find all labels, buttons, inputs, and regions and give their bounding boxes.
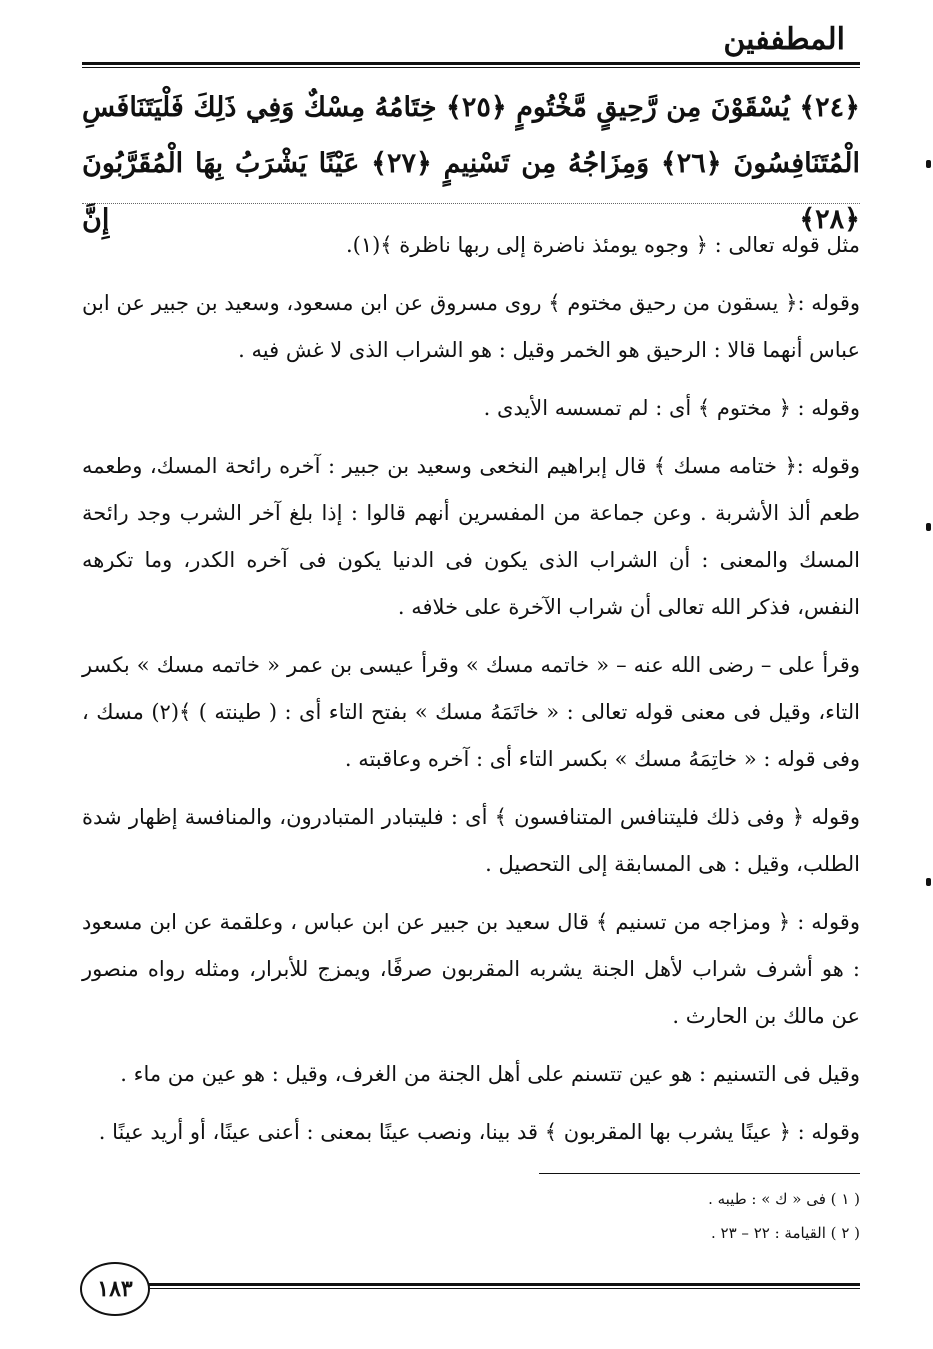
footnotes [82, 1182, 860, 1250]
paragraph: وقرأ على – رضى الله عنه – « خاتمه مسك » وقرأ عيسى بن عمر « خاتمه مسك » بكسر التاء، وقيل فى معنى قوله تعالى : « خاتَمَهُ مسك » بفتح التاء أى : ( طينته ) ﴾(٢) مسك ، وفى قوله : « خاتِمَهُ مسك » بكسر التاء أى : آخره وعاقبته . [82, 653, 860, 771]
header-rule [82, 62, 860, 68]
paragraph: وقوله : ﴿ عينًا يشرب بها المقربون ﴾ قد بينا، ونصب عينًا بمعنى : أعنى عينًا، أو أريد عينًا . [98, 1120, 860, 1144]
quran-line-1: ﴿٢٤﴾ يُسْقَوْنَ مِن رَّحِيقٍ مَّخْتُومٍ ﴿٢٥﴾ خِتَامُهُ مِسْكٌ وَفِي ذَلِكَ فَلْيَتَنَافَسِ [82, 92, 860, 123]
scan-mark [926, 523, 931, 531]
verse-separator [82, 203, 860, 204]
footnote-2: ( ٢ ) القيامة : ٢٢ – ٢٣ . [710, 1224, 860, 1242]
scan-mark [926, 878, 931, 886]
paragraph: وقوله : ﴿ مختوم ﴾ أى : لم تمسسه الأيدى . [483, 396, 860, 420]
surah-title: المطففين [723, 22, 845, 57]
paragraph: مثل قوله تعالى : ﴿ وجوه يومئذ ناضرة إلى ربها ناظرة ﴾(١). [345, 233, 860, 257]
scan-mark [926, 160, 931, 168]
paragraph: وقوله : ﴿ ومزاجه من تسنيم ﴾ قال سعيد بن جبير عن ابن عباس ، وعلقمة عن ابن مسعود : هو أشرف شراب لأهل الجنة يشربه المقربون صرفًا، ويمزج للأبرار، ومثله رواه منصور عن مالك بن الحارث . [82, 910, 860, 1028]
footnote-rule [539, 1173, 860, 1174]
footer-rule [140, 1283, 860, 1289]
page-number: ١٨٣ [80, 1262, 150, 1316]
paragraph: وقوله :﴿ يسقون من رحيق مختوم ﴾ روى مسروق عن ابن مسعود، وسعيد بن جبير عن ابن عباس أنهما قالا : الرحيق هو الخمر وقيل : هو الشراب الذى لا غش فيه . [82, 291, 860, 362]
commentary-text [82, 222, 860, 1167]
paragraph: وقوله ﴿ وفى ذلك فليتنافس المتنافسون ﴾ أى : فليتبادر المتبادرون، والمنافسة إظهار شدة الطلب، وقيل : هى المسابقة إلى التحصيل . [82, 805, 860, 876]
paragraph: وقيل فى التسنيم : هو عين تتسنم على أهل الجنة من الغرف، وقيل : هو عين من ماء . [120, 1062, 860, 1086]
footnote-1: ( ١ ) فى « ك » : طيبه . [708, 1190, 860, 1208]
quran-line-2: الْمُتَنَافِسُونَ ﴿٢٦﴾ وَمِزَاجُهُ مِن تَسْنِيمٍ ﴿٢٧﴾ عَيْنًا يَشْرَبُ بِهَا الْمُقَرَّبُونَ ﴿٢٨﴾ إِنَّ [82, 148, 860, 235]
paragraph: وقوله :﴿ ختامه مسك ﴾ قال إبراهيم النخعى وسعيد بن جبير : آخره رائحة المسك، وطعمه طعم ألذ الأشربة . وعن جماعة من المفسرين أنهم قالوا : إذا بلغ آخر الشرب وجد رائحة المسك والمعنى : أن الشراب الذى يكون فى الدنيا يكون فى آخره الكدر، وما تكرهه النفس، فذكر الله تعالى أن شراب الآخرة على خلافه . [82, 454, 860, 619]
